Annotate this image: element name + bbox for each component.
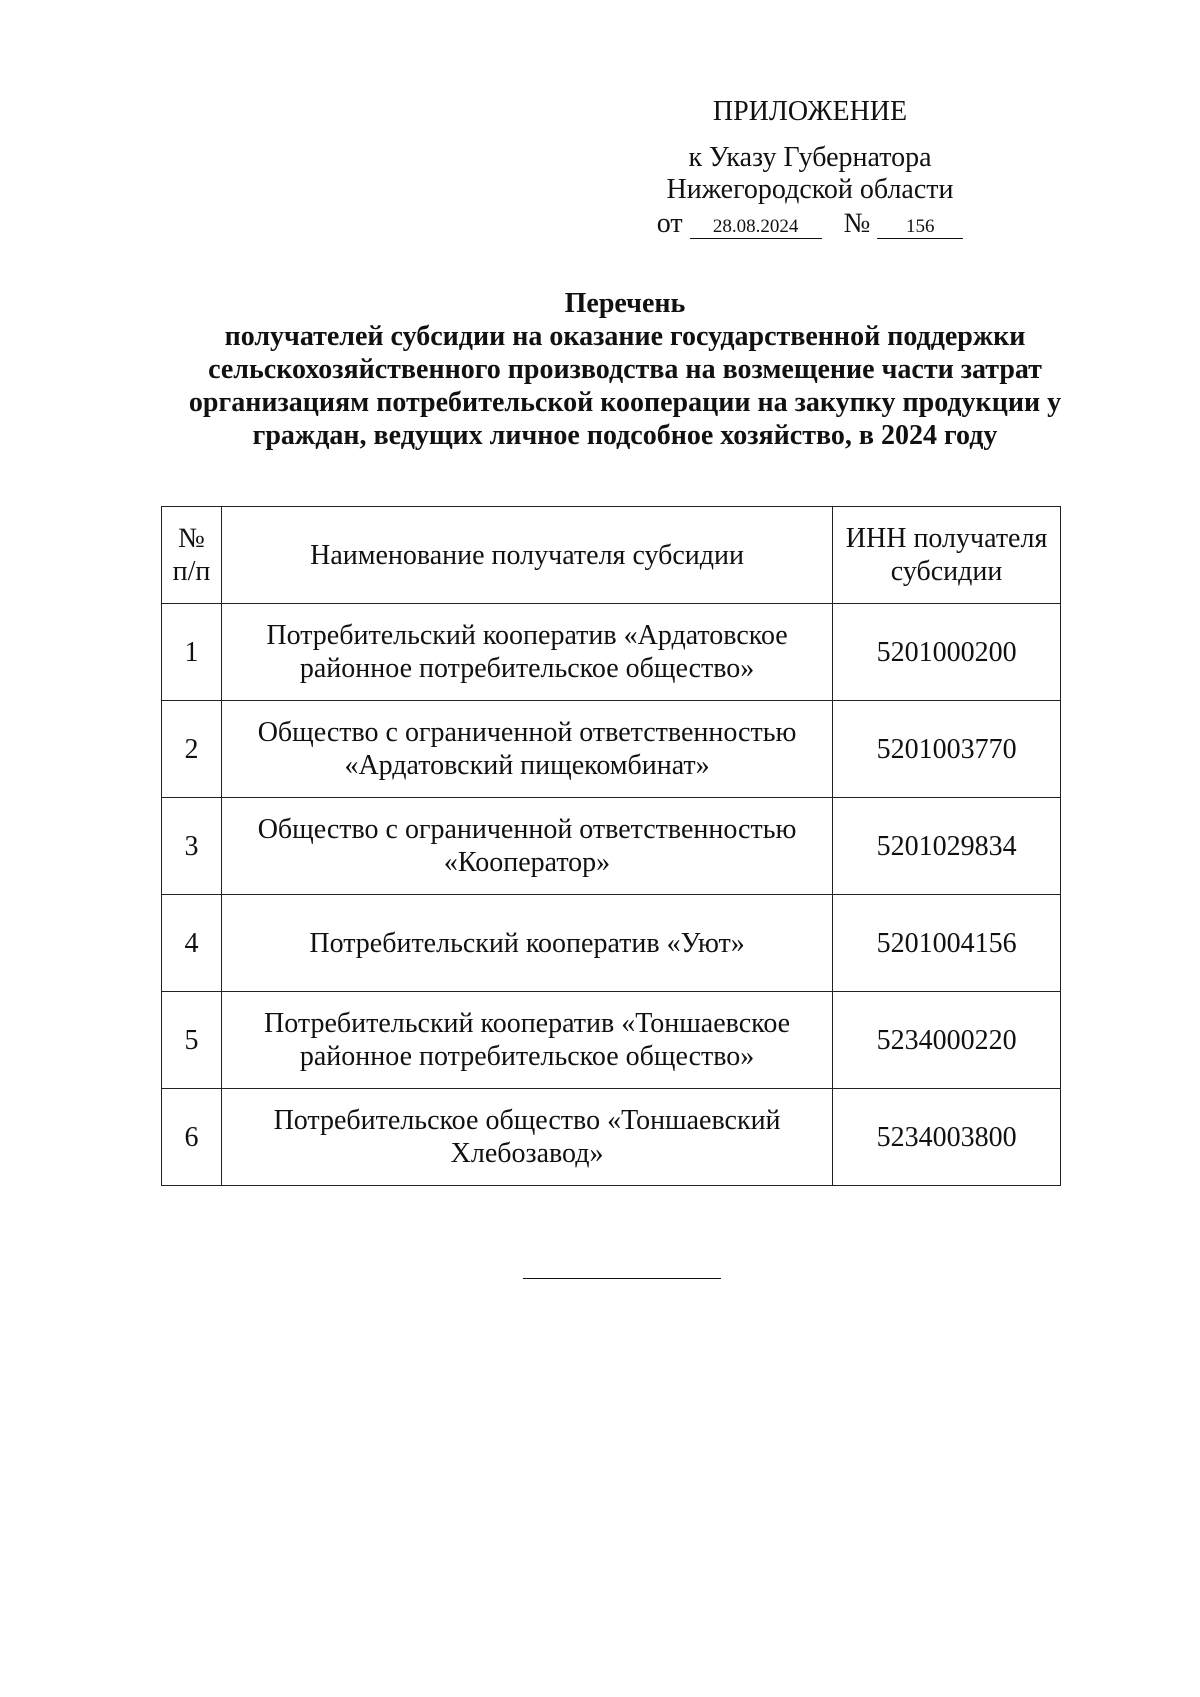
row-inn: 5201029834 <box>833 798 1061 895</box>
decree-number: 156 <box>877 216 963 239</box>
row-inn: 5234000220 <box>833 992 1061 1089</box>
row-num: 3 <box>162 798 222 895</box>
table-row <box>162 1089 1061 1186</box>
row-name: Потребительский кооператив «Тоншаевское районное потребительское общество» <box>221 992 832 1089</box>
number-sign: № <box>843 208 871 239</box>
table-header-row <box>162 507 1061 604</box>
decree-date: 28.08.2024 <box>690 216 822 239</box>
header-name: Наименование получателя субсидии <box>221 507 832 604</box>
row-name: Общество с ограниченной ответственностью «Кооператор» <box>221 798 832 895</box>
row-num: 1 <box>162 604 222 701</box>
header-num: № п/п <box>162 507 222 604</box>
table-row <box>162 992 1061 1089</box>
row-name: Потребительский кооператив «Уют» <box>221 895 832 992</box>
row-inn: 5201000200 <box>833 604 1061 701</box>
row-num: 5 <box>162 992 222 1089</box>
appendix-line-2: Нижегородской области <box>666 174 954 205</box>
appendix-block <box>640 96 980 240</box>
table-row <box>162 895 1061 992</box>
title-heading: Перечень <box>564 288 686 319</box>
title-text: получателей субсидии на оказание государственной поддержки сельскохозяйственного производства на возмещение части затрат организациям потребительской кооперации на закупку продукции у граждан, ведущих личное подсобное хозяйство, в 2024 году <box>188 321 1062 451</box>
header-inn: ИНН получателя субсидии <box>833 507 1061 604</box>
row-name: Общество с ограниченной ответственностью «Ардатовский пищекомбинат» <box>221 701 832 798</box>
table-row <box>162 798 1061 895</box>
appendix-heading: ПРИЛОЖЕНИЕ <box>712 96 908 127</box>
appendix-line-1: к Указу Губернатора <box>688 142 932 173</box>
table-row <box>162 604 1061 701</box>
closing-divider <box>523 1278 721 1279</box>
document-title <box>160 287 1090 452</box>
row-inn: 5201004156 <box>833 895 1061 992</box>
table-row <box>162 701 1061 798</box>
appendix-date-line <box>640 208 980 240</box>
row-num: 4 <box>162 895 222 992</box>
date-prefix: от <box>656 208 683 239</box>
row-name: Потребительский кооператив «Ардатовское районное потребительское общество» <box>221 604 832 701</box>
row-name: Потребительское общество «Тоншаевский Хлебозавод» <box>221 1089 832 1186</box>
row-inn: 5201003770 <box>833 701 1061 798</box>
row-num: 2 <box>162 701 222 798</box>
row-inn: 5234003800 <box>833 1089 1061 1186</box>
row-num: 6 <box>162 1089 222 1186</box>
recipients-table <box>161 506 1061 1186</box>
